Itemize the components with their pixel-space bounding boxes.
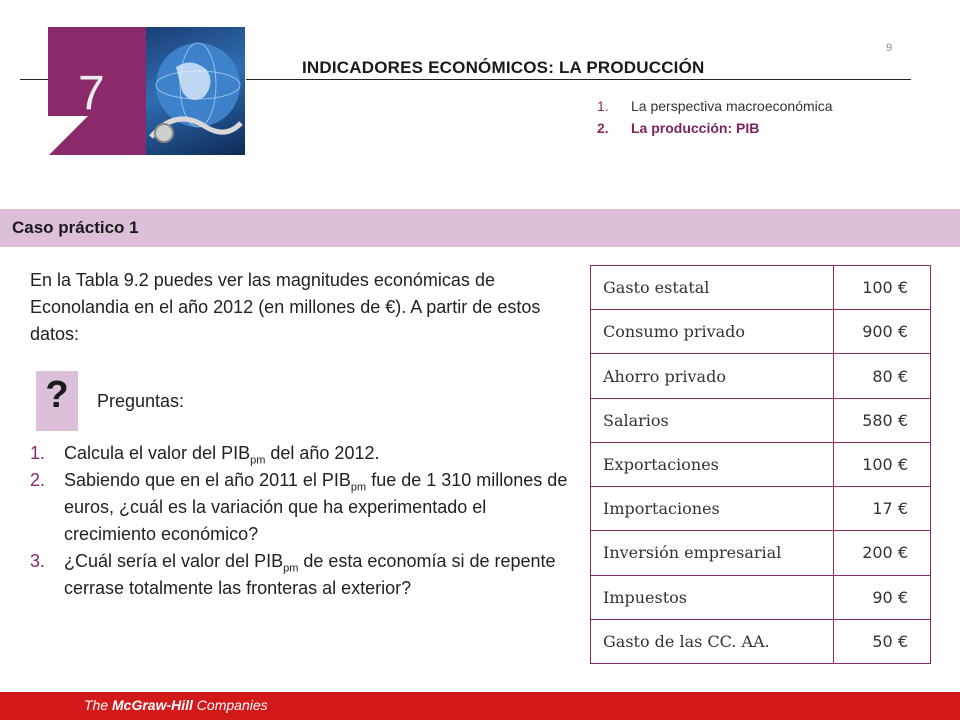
row-label: Consumo privado <box>591 310 834 354</box>
globe-stethoscope-image <box>146 27 245 155</box>
subscript-pm: pm <box>250 454 266 467</box>
intro-paragraph: En la Tabla 9.2 puedes ver las magnitudes económicas de Econolandia en el año 2012 (en millones de €). A partir de estos datos: <box>30 270 541 344</box>
question-item <box>30 467 570 548</box>
row-label: Ahorro privado <box>591 354 834 398</box>
table-row <box>591 310 931 354</box>
publisher-logo <box>84 697 268 713</box>
question-icon: ? <box>45 374 69 416</box>
question-number: 3. <box>30 551 46 571</box>
toc-number: 1. <box>597 98 609 114</box>
table-row <box>591 398 931 442</box>
toc-label: La producción: PIB <box>631 120 760 136</box>
question-text-end: fue de 1 310 millones de euros, ¿cuál es la variación que ha experimentado el crecimiento económico? <box>64 470 568 544</box>
table-row <box>591 487 931 531</box>
economic-data-table <box>590 265 931 664</box>
row-value: 200 € <box>834 531 931 575</box>
row-label: Inversión empresarial <box>591 531 834 575</box>
question-text: ¿Cuál sería el valor del PIB <box>64 551 284 571</box>
page-number: 9 <box>886 42 893 54</box>
logo-prefix: The <box>84 697 113 713</box>
table-row <box>591 442 931 486</box>
questions-list <box>30 440 570 602</box>
question-number: 2. <box>30 470 46 490</box>
question-item <box>30 548 570 602</box>
chapter-number: 7 <box>78 67 105 120</box>
subscript-pm: pm <box>283 562 299 575</box>
question-text: Calcula el valor del PIB <box>64 443 251 463</box>
row-value: 100 € <box>834 266 931 310</box>
logo-brand: McGraw-Hill <box>112 697 193 713</box>
row-value: 50 € <box>834 619 931 663</box>
row-value: 90 € <box>834 575 931 619</box>
header-rule-left <box>20 79 50 80</box>
chapter-title: INDICADORES ECONÓMICOS: LA PRODUCCIÓN <box>302 58 705 77</box>
row-label: Importaciones <box>591 487 834 531</box>
row-label: Exportaciones <box>591 442 834 486</box>
table-row <box>591 531 931 575</box>
section-toc <box>597 95 833 139</box>
table-row <box>591 619 931 663</box>
question-text-end: de esta economía si de repente cerrase totalmente las fronteras al exterior? <box>64 551 556 598</box>
row-value: 100 € <box>834 442 931 486</box>
questions-label: Preguntas: <box>97 391 185 411</box>
header-rule-right <box>246 79 911 80</box>
table-row <box>591 266 931 310</box>
section-bar <box>0 209 960 247</box>
chapter-badge-fold <box>48 116 88 156</box>
toc-item-active[interactable] <box>597 117 833 139</box>
question-text-end: del año 2012. <box>265 443 380 463</box>
logo-suffix: Companies <box>192 697 268 713</box>
question-number: 1. <box>30 443 46 463</box>
table-row <box>591 575 931 619</box>
row-value: 17 € <box>834 487 931 531</box>
row-label: Salarios <box>591 398 834 442</box>
question-item <box>30 440 570 467</box>
section-title: Caso práctico 1 <box>12 218 139 237</box>
row-label: Gasto de las CC. AA. <box>591 619 834 663</box>
toc-number: 2. <box>597 120 609 136</box>
row-label: Gasto estatal <box>591 266 834 310</box>
table-row <box>591 354 931 398</box>
question-text: Sabiendo que en el año 2011 el PIB <box>64 470 351 490</box>
toc-item[interactable] <box>597 95 833 117</box>
row-label: Impuestos <box>591 575 834 619</box>
row-value: 900 € <box>834 310 931 354</box>
row-value: 580 € <box>834 398 931 442</box>
subscript-pm: pm <box>350 481 367 494</box>
row-value: 80 € <box>834 354 931 398</box>
toc-label: La perspectiva macroeconómica <box>631 98 833 114</box>
